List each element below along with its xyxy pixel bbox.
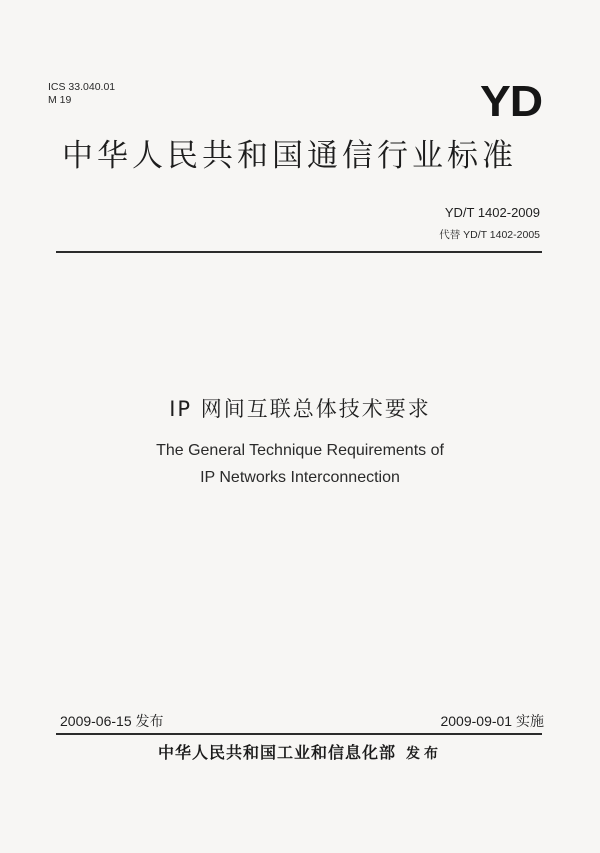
standard-type-title: 中华人民共和国通信行业标准 (62, 138, 517, 174)
document-title-en-line2: IP Networks Interconnection (200, 469, 400, 486)
issuer-name: 中华人民共和国工业和信息化部 (157, 743, 396, 762)
publish-date: 2009-06-15 发布 (60, 713, 164, 729)
standard-number: YD/T 1402-2009 (444, 205, 540, 220)
issuer-line (0, 742, 600, 764)
bottom-divider (56, 733, 542, 735)
yd-logo: YD (479, 77, 542, 126)
document-title-en-line1: The General Technique Requirements of (156, 442, 444, 459)
issue-label: 发布 (406, 746, 442, 762)
top-divider (56, 251, 542, 253)
ics-code: ICS 33.040.01 (48, 81, 116, 93)
replaces-standard: 代替 YD/T 1402-2005 (439, 229, 540, 241)
implement-date: 2009-09-01 实施 (440, 713, 544, 729)
document-title-cn: IP 网间互联总体技术要求 (169, 397, 431, 421)
classification-code: M 19 (48, 94, 72, 106)
